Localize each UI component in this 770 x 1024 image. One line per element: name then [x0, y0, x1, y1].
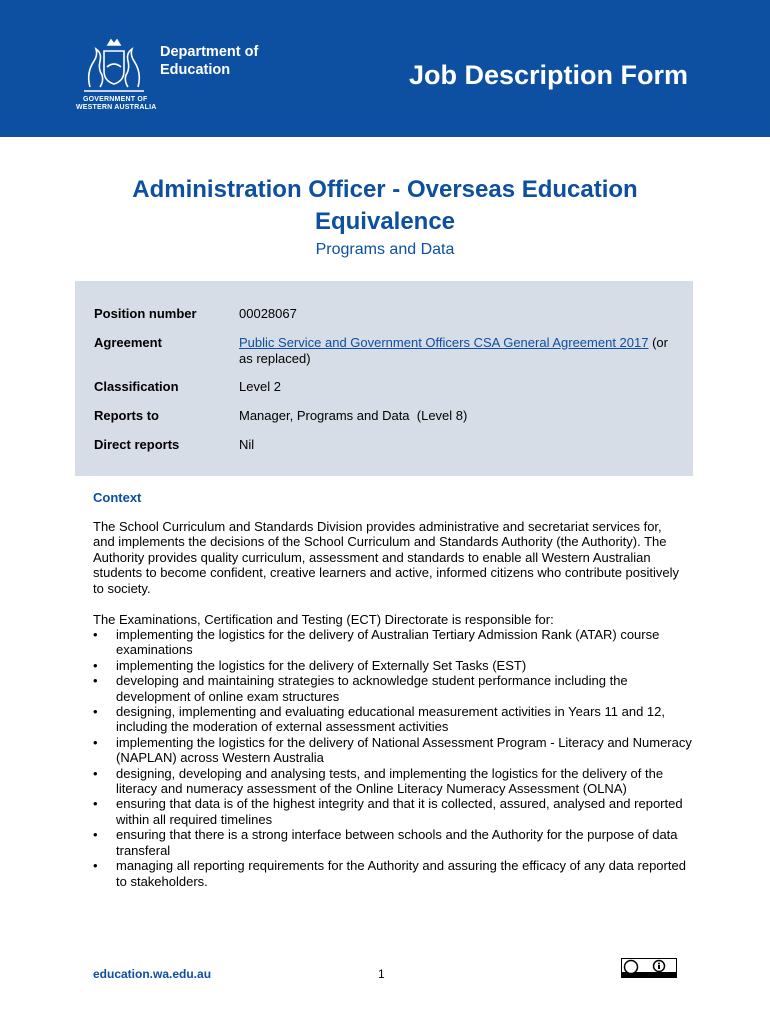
position-details-box — [75, 281, 693, 476]
list-item — [93, 673, 693, 704]
government-label-line2: WESTERN AUSTRALIA — [76, 104, 157, 111]
bullet-marker: • — [93, 673, 98, 689]
list-item-text: implementing the logistics for the delivery of Externally Set Tasks (EST) — [116, 657, 527, 673]
list-item-text: ensuring that there is a strong interface between schools and the Authority for the purpose of data transferal — [116, 827, 678, 858]
list-item — [93, 704, 693, 735]
responsibilities-list — [93, 627, 693, 889]
bullet-marker: • — [93, 765, 98, 781]
list-item-text: implementing the logistics for the delivery of National Assessment Program - Literacy and Numeracy (NAPLAN) across Western Australia — [116, 734, 692, 766]
department-name-line1: Department of — [160, 44, 259, 60]
job-title: Administration Officer - Overseas Education Equivalence — [132, 176, 638, 235]
list-item — [93, 796, 693, 827]
list-item-text: ensuring that data is of the highest integrity and that it is collected, assured, analysed and reported within all required timelines — [116, 796, 683, 827]
list-item-text: implementing the logistics for the delivery of Australian Tertiary Admission Rank (ATAR) course examinations — [116, 627, 660, 658]
page-header — [0, 0, 770, 137]
bullet-marker: • — [93, 627, 98, 642]
department-name-line2: Education — [160, 62, 231, 78]
wa-crest-logo — [78, 37, 150, 97]
position-number-label: Position number — [94, 306, 197, 321]
bullet-marker: • — [93, 657, 98, 673]
direct-reports-label: Direct reports — [94, 437, 180, 452]
agreement-link[interactable]: Public Service and Government Officers CSA General Agreement 2017 — [239, 335, 649, 350]
direct-reports-value: Nil — [239, 437, 255, 452]
page-number: 1 — [378, 967, 385, 981]
position-number-value: 00028067 — [239, 306, 297, 321]
creative-commons-license-icon — [621, 958, 677, 978]
list-item-text: designing, developing and analysing tests, and implementing the logistics for the delivery of the literacy and numeracy assessment of the Online Literacy Numeracy Assessment (OLNA) — [116, 765, 664, 797]
reports-to-label: Reports to — [94, 408, 159, 423]
agreement-value — [239, 335, 679, 367]
agreement-label: Agreement — [94, 335, 162, 350]
bullet-marker: • — [93, 827, 98, 843]
reports-to-value: Manager, Programs and Data (Level 8) — [239, 408, 468, 423]
list-item — [93, 627, 693, 658]
context-paragraph-1: The School Curriculum and Standards Division provides administrative and secretariat services for, and implements the decisions of the School Curriculum and Standards Authority (the Authority). The Authority provides quality curriculum, assessment and standards to enable all Western Australian students to become confident, creative learners and active, informed citizens who contribute positively to society. — [93, 519, 680, 596]
job-subtitle: Programs and Data — [315, 241, 455, 258]
list-item-text: designing, implementing and evaluating educational measurement activities in Years 11 and 12, including the moderation of external assessment activities — [116, 704, 666, 735]
government-label-line1: GOVERNMENT OF — [83, 96, 148, 103]
list-item — [93, 827, 693, 858]
bullet-marker: • — [93, 734, 98, 750]
classification-value: Level 2 — [239, 379, 281, 394]
list-item — [93, 658, 693, 673]
list-item-text: managing all reporting requirements for the Authority and assuring the efficacy of any data reported to stakeholders. — [116, 858, 686, 889]
form-title: Job Description Form — [408, 60, 688, 90]
bullet-marker: • — [93, 704, 98, 720]
context-paragraph-2: The Examinations, Certification and Testing (ECT) Directorate is responsible for: — [93, 612, 554, 627]
list-item-text: developing and maintaining strategies to acknowledge student performance including the development of online exam structures — [116, 673, 628, 704]
bullet-marker: • — [93, 796, 98, 812]
classification-label: Classification — [94, 379, 179, 394]
context-heading: Context — [93, 490, 142, 505]
list-item — [93, 735, 693, 766]
bullet-marker: • — [93, 858, 98, 874]
footer-website-link[interactable]: education.wa.edu.au — [93, 967, 212, 981]
agreement-suffix: (or as replaced) — [239, 335, 668, 366]
list-item — [93, 858, 693, 889]
list-item — [93, 766, 693, 797]
